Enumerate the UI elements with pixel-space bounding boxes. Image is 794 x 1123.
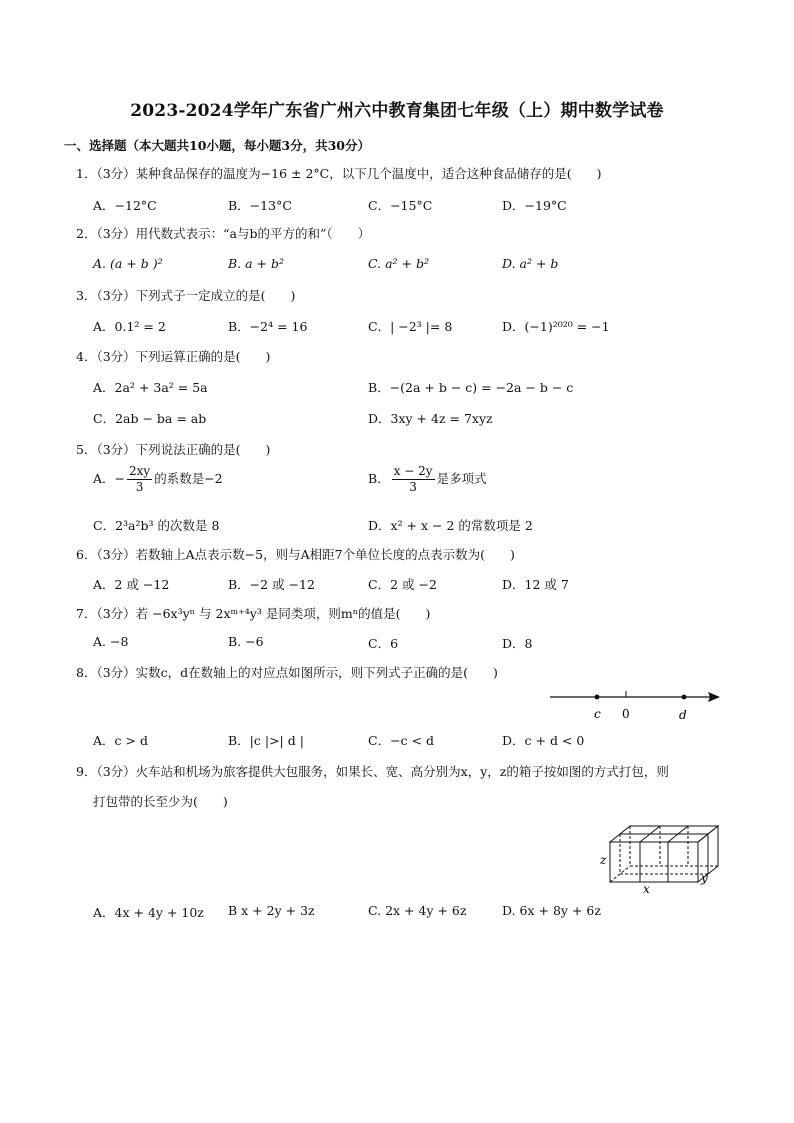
- box-package-figure: [598, 820, 723, 896]
- q3-option-b: B．−2⁴ = 16: [228, 319, 308, 334]
- q8-option-b: B．|c |>| d |: [228, 733, 304, 748]
- point-d: [682, 695, 687, 700]
- label-d: d: [679, 708, 687, 722]
- q2-option-a: A. (a + b )²: [93, 256, 163, 271]
- q6-option-b: B．−2 或 −12: [228, 577, 315, 592]
- q5-option-b: [368, 464, 487, 495]
- page-title: 2023-2024学年广东省广州六中教育集团七年级（上）期中数学试卷: [130, 101, 664, 121]
- q6-option-a: A．2 或 −12: [93, 577, 170, 592]
- box-label-z: z: [600, 853, 607, 867]
- q9-option-d: D. 6x + 8y + 6z: [502, 903, 601, 918]
- question-3: 3．（3分）下列式子一定成立的是( ): [76, 288, 296, 303]
- q5-b-fraction: [392, 464, 435, 495]
- q1-option-d: D．−19°C: [502, 198, 567, 213]
- q5-b-suffix: 是多项式: [436, 471, 487, 486]
- q1-option-a: A．−12°C: [93, 198, 157, 213]
- q1-option-b: B．−13°C: [228, 198, 292, 213]
- q5-a-suffix: 的系数是−2: [154, 471, 223, 486]
- q2-option-d: D. a² + b: [502, 256, 559, 271]
- q6-option-c: C．2 或 −2: [368, 577, 437, 592]
- q5-a-prefix: A．−: [93, 471, 126, 486]
- q4-option-c: C．2ab − ba = ab: [93, 411, 207, 426]
- question-9: 9．（3分）火车站和机场为旅客提供大包服务，如果长、宽、高分别为x，y，z的箱子按如图的方式打包，则: [76, 764, 669, 779]
- q6-option-d: D．12 或 7: [502, 577, 569, 592]
- question-7: 7．（3分）若 −6x³yⁿ 与 2xᵐ⁺⁴y³ 是同类项，则mⁿ的值是( ): [76, 606, 431, 621]
- q2-option-b: B. a + b²: [228, 256, 285, 271]
- q5-b-prefix: B．: [368, 471, 390, 486]
- q9-option-b: B x + 2y + 3z: [228, 903, 315, 918]
- box-label-x: x: [643, 882, 650, 896]
- q8-option-d: D．c + d < 0: [502, 733, 585, 748]
- q5-a-numerator: 2xy: [129, 464, 151, 478]
- q7-option-a: A. −8: [93, 634, 129, 649]
- q4-option-a: A．2a² + 3a² = 5a: [93, 380, 208, 395]
- q9-option-a: A．4x + 4y + 10z: [93, 905, 204, 920]
- label-c: c: [594, 707, 601, 721]
- number-line-figure: [548, 686, 723, 726]
- q5-option-c: C．2³a²b³ 的次数是 8: [93, 518, 220, 533]
- q8-option-c: C．−c < d: [368, 733, 434, 748]
- q8-option-a: A．c > d: [93, 733, 148, 748]
- q9-option-c: C. 2x + 4y + 6z: [368, 903, 467, 918]
- q4-option-d: D．3xy + 4z = 7xyz: [368, 411, 493, 426]
- q7-option-b: B. −6: [228, 634, 264, 649]
- box-label-y: y: [701, 871, 708, 885]
- q5-option-d: D．x² + x − 2 的常数项是 2: [368, 518, 533, 533]
- point-c: [595, 695, 600, 700]
- q7-option-c: C．6: [368, 636, 399, 651]
- question-4: 4．（3分）下列运算正确的是( ): [76, 349, 271, 364]
- q2-option-c: C. a² + b²: [368, 256, 429, 271]
- q5-option-a: [93, 464, 223, 495]
- section-heading: 一、选择题（本大题共10小题，每小题3分，共30分）: [64, 138, 370, 153]
- q4-option-b: B．−(2a + b − c) = −2a − b − c: [368, 380, 574, 395]
- question-1: 1．（3分）某种食品保存的温度为−16 ± 2°C，以下几个温度中，适合这种食品储存的是( ): [76, 166, 602, 181]
- label-zero: 0: [622, 707, 630, 721]
- q5-a-fraction: [127, 464, 152, 495]
- question-6: 6．（3分）若数轴上A点表示数−5，则与A相距7个单位长度的点表示数为( ): [76, 547, 515, 562]
- q3-option-d: D．(−1)²⁰²⁰ = −1: [502, 319, 610, 334]
- q3-option-c: C．| −2³ |= 8: [368, 319, 453, 334]
- question-9-line2: 打包带的长至少为( ): [93, 794, 228, 809]
- question-5: 5．（3分）下列说法正确的是( ): [76, 442, 271, 457]
- q5-b-denominator: 3: [409, 480, 417, 494]
- q1-option-c: C．−15°C: [368, 198, 433, 213]
- question-2: 2．（3分）用代数式表示：“a与b的平方的和”（ ）: [76, 226, 371, 241]
- question-8: 8．（3分）实数c，d在数轴上的对应点如图所示，则下列式子正确的是( ): [76, 665, 498, 680]
- box-front-face: [610, 842, 698, 882]
- q7-option-d: D．8: [502, 636, 533, 651]
- q5-a-denominator: 3: [135, 480, 144, 494]
- q5-b-numerator: x − 2y: [393, 464, 433, 478]
- q3-option-a: A．0.1² = 2: [93, 319, 166, 334]
